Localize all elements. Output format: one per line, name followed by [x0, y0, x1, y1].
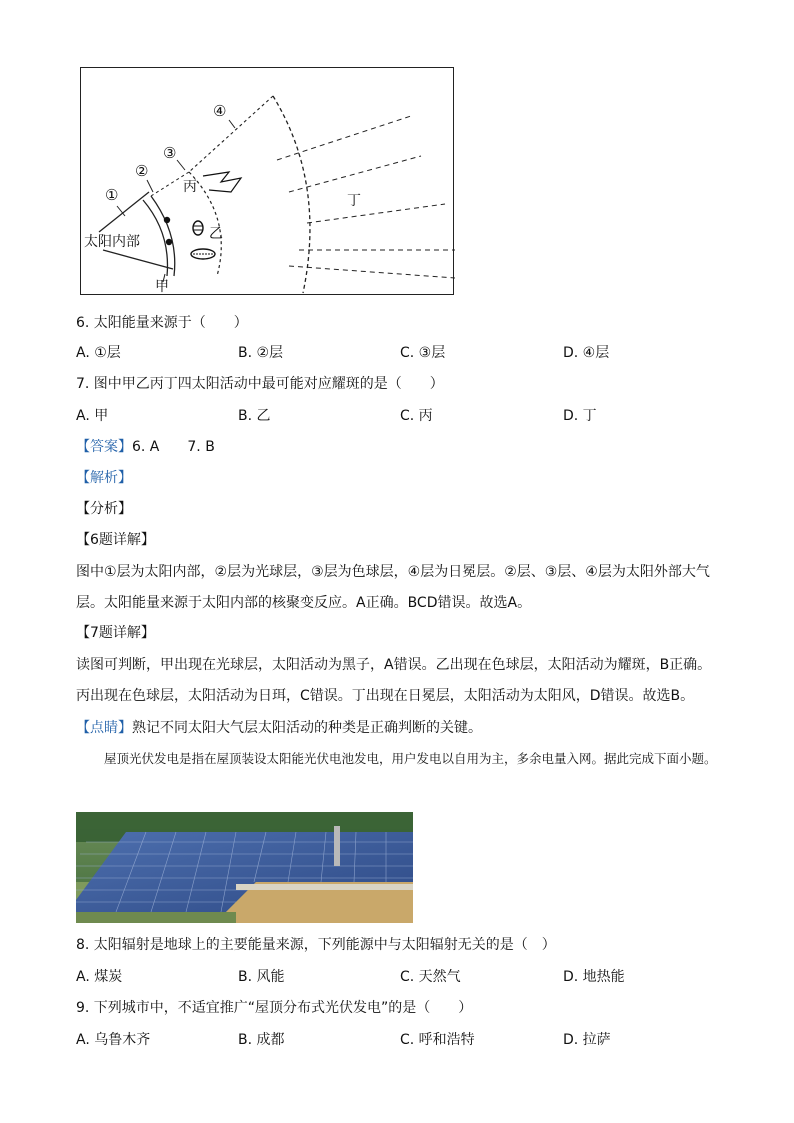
label-interior: 太阳内部: [84, 234, 140, 250]
q7-option-d: D. 丁: [563, 408, 597, 424]
answer-text: 6. A 7. B: [132, 439, 215, 455]
q8-option-b: B. 风能: [238, 969, 285, 985]
q6-option-c: C. ③层: [400, 345, 446, 361]
label-layer4: ④: [213, 102, 227, 120]
label-yi: 乙: [209, 226, 223, 242]
q8-option-c: C. 天然气: [400, 969, 461, 985]
rooftop-solar-image: [76, 812, 413, 923]
q8-stem: 8. 太阳辐射是地球上的主要能量来源，下列能源中与太阳辐射无关的是（ ）: [76, 937, 556, 953]
q7-detail-text: 读图可判断，甲出现在光球层，太阳活动为黑子，A错误。乙出现在色球层，太阳活动为耀斑，B正确。丙出现在色球层，太阳活动为日珥，C错误。丁出现在日冕层，太阳活动为太阳风，D错误。故选B。: [76, 657, 712, 704]
q9-option-d: D. 拉萨: [563, 1032, 611, 1048]
fenxi-tag: 【分析】: [76, 501, 132, 517]
q8-option-d: D. 地热能: [563, 969, 625, 985]
dianjing-tag: 【点睛】: [76, 720, 132, 736]
q6-option-b: B. ②层: [238, 345, 284, 361]
q6-option-d: D. ④层: [563, 345, 610, 361]
q9-stem: 9. 下列城市中，不适宜推广“屋顶分布式光伏发电”的是（ ）: [76, 1000, 473, 1016]
q6-option-a: A. ①层: [76, 345, 121, 361]
q6-detail-text: 图中①层为太阳内部，②层为光球层，③层为色球层，④层为日冕层。②层、③层、④层为太阳外部大气层。太阳能量来源于太阳内部的核聚变反应。A正确。BCD错误。故选A。: [76, 564, 710, 611]
q7-option-a: A. 甲: [76, 408, 109, 424]
label-layer2: ②: [135, 162, 149, 180]
label-jia: 甲: [155, 279, 169, 295]
intro-paragraph: 屋顶光伏发电是指在屋顶装设太阳能光伏电池发电，用户发电以自用为主，多余电量入网。据此完成下面小题。: [104, 751, 717, 766]
q7-option-c: C. 丙: [400, 408, 433, 424]
dianjing-line: [76, 718, 482, 738]
sun-structure-svg: [81, 68, 455, 296]
label-bing: 丙: [183, 179, 197, 195]
answer-tag: 【答案】: [76, 439, 132, 455]
q7-detail-tag: 【7题详解】: [76, 625, 155, 641]
rooftop-solar-photo: [76, 812, 413, 923]
analysis-tag: 【解析】: [76, 470, 132, 486]
q6-stem: 6. 太阳能量来源于（ ）: [76, 315, 248, 331]
q6-detail-tag: 【6题详解】: [76, 532, 155, 548]
q8-option-a: A. 煤炭: [76, 969, 123, 985]
q7-stem: 7. 图中甲乙丙丁四太阳活动中最可能对应耀斑的是（ ）: [76, 376, 444, 392]
q9-option-a: A. 乌鲁木齐: [76, 1032, 151, 1048]
q9-option-b: B. 成都: [238, 1032, 285, 1048]
label-layer3: ③: [163, 144, 177, 162]
q7-option-b: B. 乙: [238, 408, 271, 424]
sun-structure-diagram: [80, 67, 454, 295]
label-layer1: ①: [105, 186, 119, 204]
label-ding: 丁: [347, 193, 361, 209]
q9-option-c: C. 呼和浩特: [400, 1032, 475, 1048]
answer-line: [76, 437, 215, 457]
dianjing-text: 熟记不同太阳大气层太阳活动的种类是正确判断的关键。: [132, 720, 482, 736]
